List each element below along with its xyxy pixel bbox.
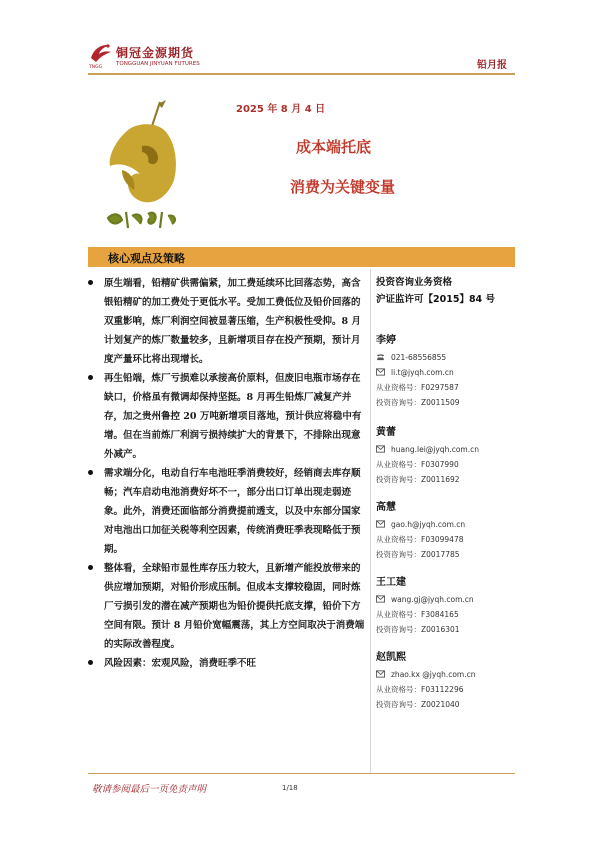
disclaimer-note: 敬请参阅最后一页免责声明 xyxy=(92,784,207,795)
analyst-advisory-number: 投资咨询号：Z0016301 xyxy=(376,625,460,634)
bullet-dot-icon xyxy=(88,565,93,570)
footer-divider xyxy=(88,773,515,774)
key-point-text: 再生铅端，炼厂亏损难以承接高价原料，但废旧电瓶市场存在缺口，价格虽有微调却保持坚挺。8 月再生铅炼厂减复产并存，加之贵州鲁控 20 万吨新增项目落地，预计供应将稳中有增。但在当前炼厂利润亏损持续扩大的背景下，不排除出现意外减产。 xyxy=(104,373,362,460)
email-icon xyxy=(376,670,385,678)
analyst-card xyxy=(376,333,516,410)
analyst-name: 王工建 xyxy=(376,577,406,588)
section-header-bar xyxy=(88,247,515,267)
analyst-cert-number: 从业资格号：F3084165 xyxy=(376,610,459,619)
key-point-text: 风险因素：宏观风险，消费旺季不旺 xyxy=(104,658,257,669)
brand-name-cn: 铜冠金源期货 xyxy=(116,46,195,60)
header-divider xyxy=(88,73,515,75)
brand-name-en: TONGGUAN JINYUAN FUTURES xyxy=(116,61,200,67)
bullet-dot-icon xyxy=(88,660,93,665)
bullet-dot-icon xyxy=(88,470,93,475)
key-point-text: 整体看，全球铅市显性库存压力较大，且新增产能投放带来的供应增加预期，对铅价形成压制。但成本支撑较稳固，同时炼厂亏损引发的潜在减产预期也为铅价提供托底支撑，铅价下方空间有限。预计 8 月铅价宽幅震荡，其上方空间取决于消费端的实际改善程度。 xyxy=(104,563,365,650)
key-point xyxy=(86,559,366,654)
license-number: 沪证监许可【2015】84 号 xyxy=(376,294,495,305)
report-date: 2025 年 8 月 4 日 xyxy=(236,104,326,115)
analyst-card xyxy=(376,500,516,562)
analyst-card xyxy=(376,575,516,637)
key-point xyxy=(86,654,366,673)
analyst-advisory-number: 投资咨询号：Z0021040 xyxy=(376,700,460,709)
helmet-illustration xyxy=(98,100,188,250)
analyst-card xyxy=(376,650,516,712)
report-type-label: 铅月报 xyxy=(477,60,507,71)
key-point xyxy=(86,464,366,559)
analyst-advisory-number: 投资咨询号：Z0011509 xyxy=(376,398,460,407)
email-icon xyxy=(376,445,385,453)
helmet-icon xyxy=(98,100,188,250)
report-title-line1: 成本端托底 xyxy=(296,138,372,156)
analyst-name: 黄蕾 xyxy=(376,427,396,438)
analyst-name: 赵凯熙 xyxy=(376,652,406,663)
bullet-dot-icon xyxy=(88,375,93,380)
email-icon xyxy=(376,520,385,528)
column-divider xyxy=(370,269,371,774)
email-icon xyxy=(376,595,385,603)
key-points-list xyxy=(86,274,366,673)
analyst-cert-number: 从业资格号：F0307990 xyxy=(376,460,459,469)
analyst-email[interactable]: zhao.kx @jyqh.com.cn xyxy=(376,667,516,682)
analyst-name: 高慧 xyxy=(376,502,396,513)
page-number: 1/18 xyxy=(282,784,298,792)
phone-icon xyxy=(376,353,385,361)
analyst-advisory-number: 投资咨询号：Z0011692 xyxy=(376,475,460,484)
analyst-email[interactable]: huang.lei@jyqh.com.cn xyxy=(376,442,516,457)
analyst-cert-number: 从业资格号：F03099478 xyxy=(376,535,464,544)
analyst-cert-number: 从业资格号：F03112296 xyxy=(376,685,464,694)
analyst-name: 李婷 xyxy=(376,335,396,346)
email-icon xyxy=(376,368,385,376)
qualification-label: 投资咨询业务资格 xyxy=(376,277,453,288)
key-point xyxy=(86,274,366,369)
analyst-email[interactable]: wang.gj@jyqh.com.cn xyxy=(376,592,516,607)
key-point xyxy=(86,369,366,464)
analyst-card xyxy=(376,425,516,487)
key-point-text: 原生端看，铅精矿供需偏紧，加工费延续环比回落态势，高含银铅精矿的加工费处于更低水平。受加工费低位及铅价回落的双重影响，炼厂利润空间被显著压缩，生产积极性受抑。8 月计划复产的炼厂数量较多，且新增项目存在投产预期，预计月度产量环比将出现增长。 xyxy=(104,278,361,365)
analyst-phone: 021-68556855 xyxy=(376,350,516,365)
section-title: 核心观点及策略 xyxy=(108,252,185,265)
key-point-text: 需求端分化，电动自行车电池旺季消费较好，经销商去库存顺畅；汽车启动电池消费好坏不一，部分出口订单出现走弱迹象。此外，消费还面临部分消费提前透支，以及中东部分国家对电池出口加征关税等利空因素，传统消费旺季表现略低于预期。 xyxy=(104,468,361,555)
analyst-email[interactable]: li.t@jyqh.com.cn xyxy=(376,365,516,380)
logo-mark-text: TNGG xyxy=(89,65,103,70)
analyst-advisory-number: 投资咨询号：Z0017785 xyxy=(376,550,460,559)
phoenix-logo-icon xyxy=(88,40,114,66)
report-title-line2: 消费为关键变量 xyxy=(290,178,396,196)
bullet-dot-icon xyxy=(88,280,93,285)
analyst-cert-number: 从业资格号：F0297587 xyxy=(376,383,459,392)
analyst-email[interactable]: gao.h@jyqh.com.cn xyxy=(376,517,516,532)
company-logo xyxy=(88,40,248,76)
